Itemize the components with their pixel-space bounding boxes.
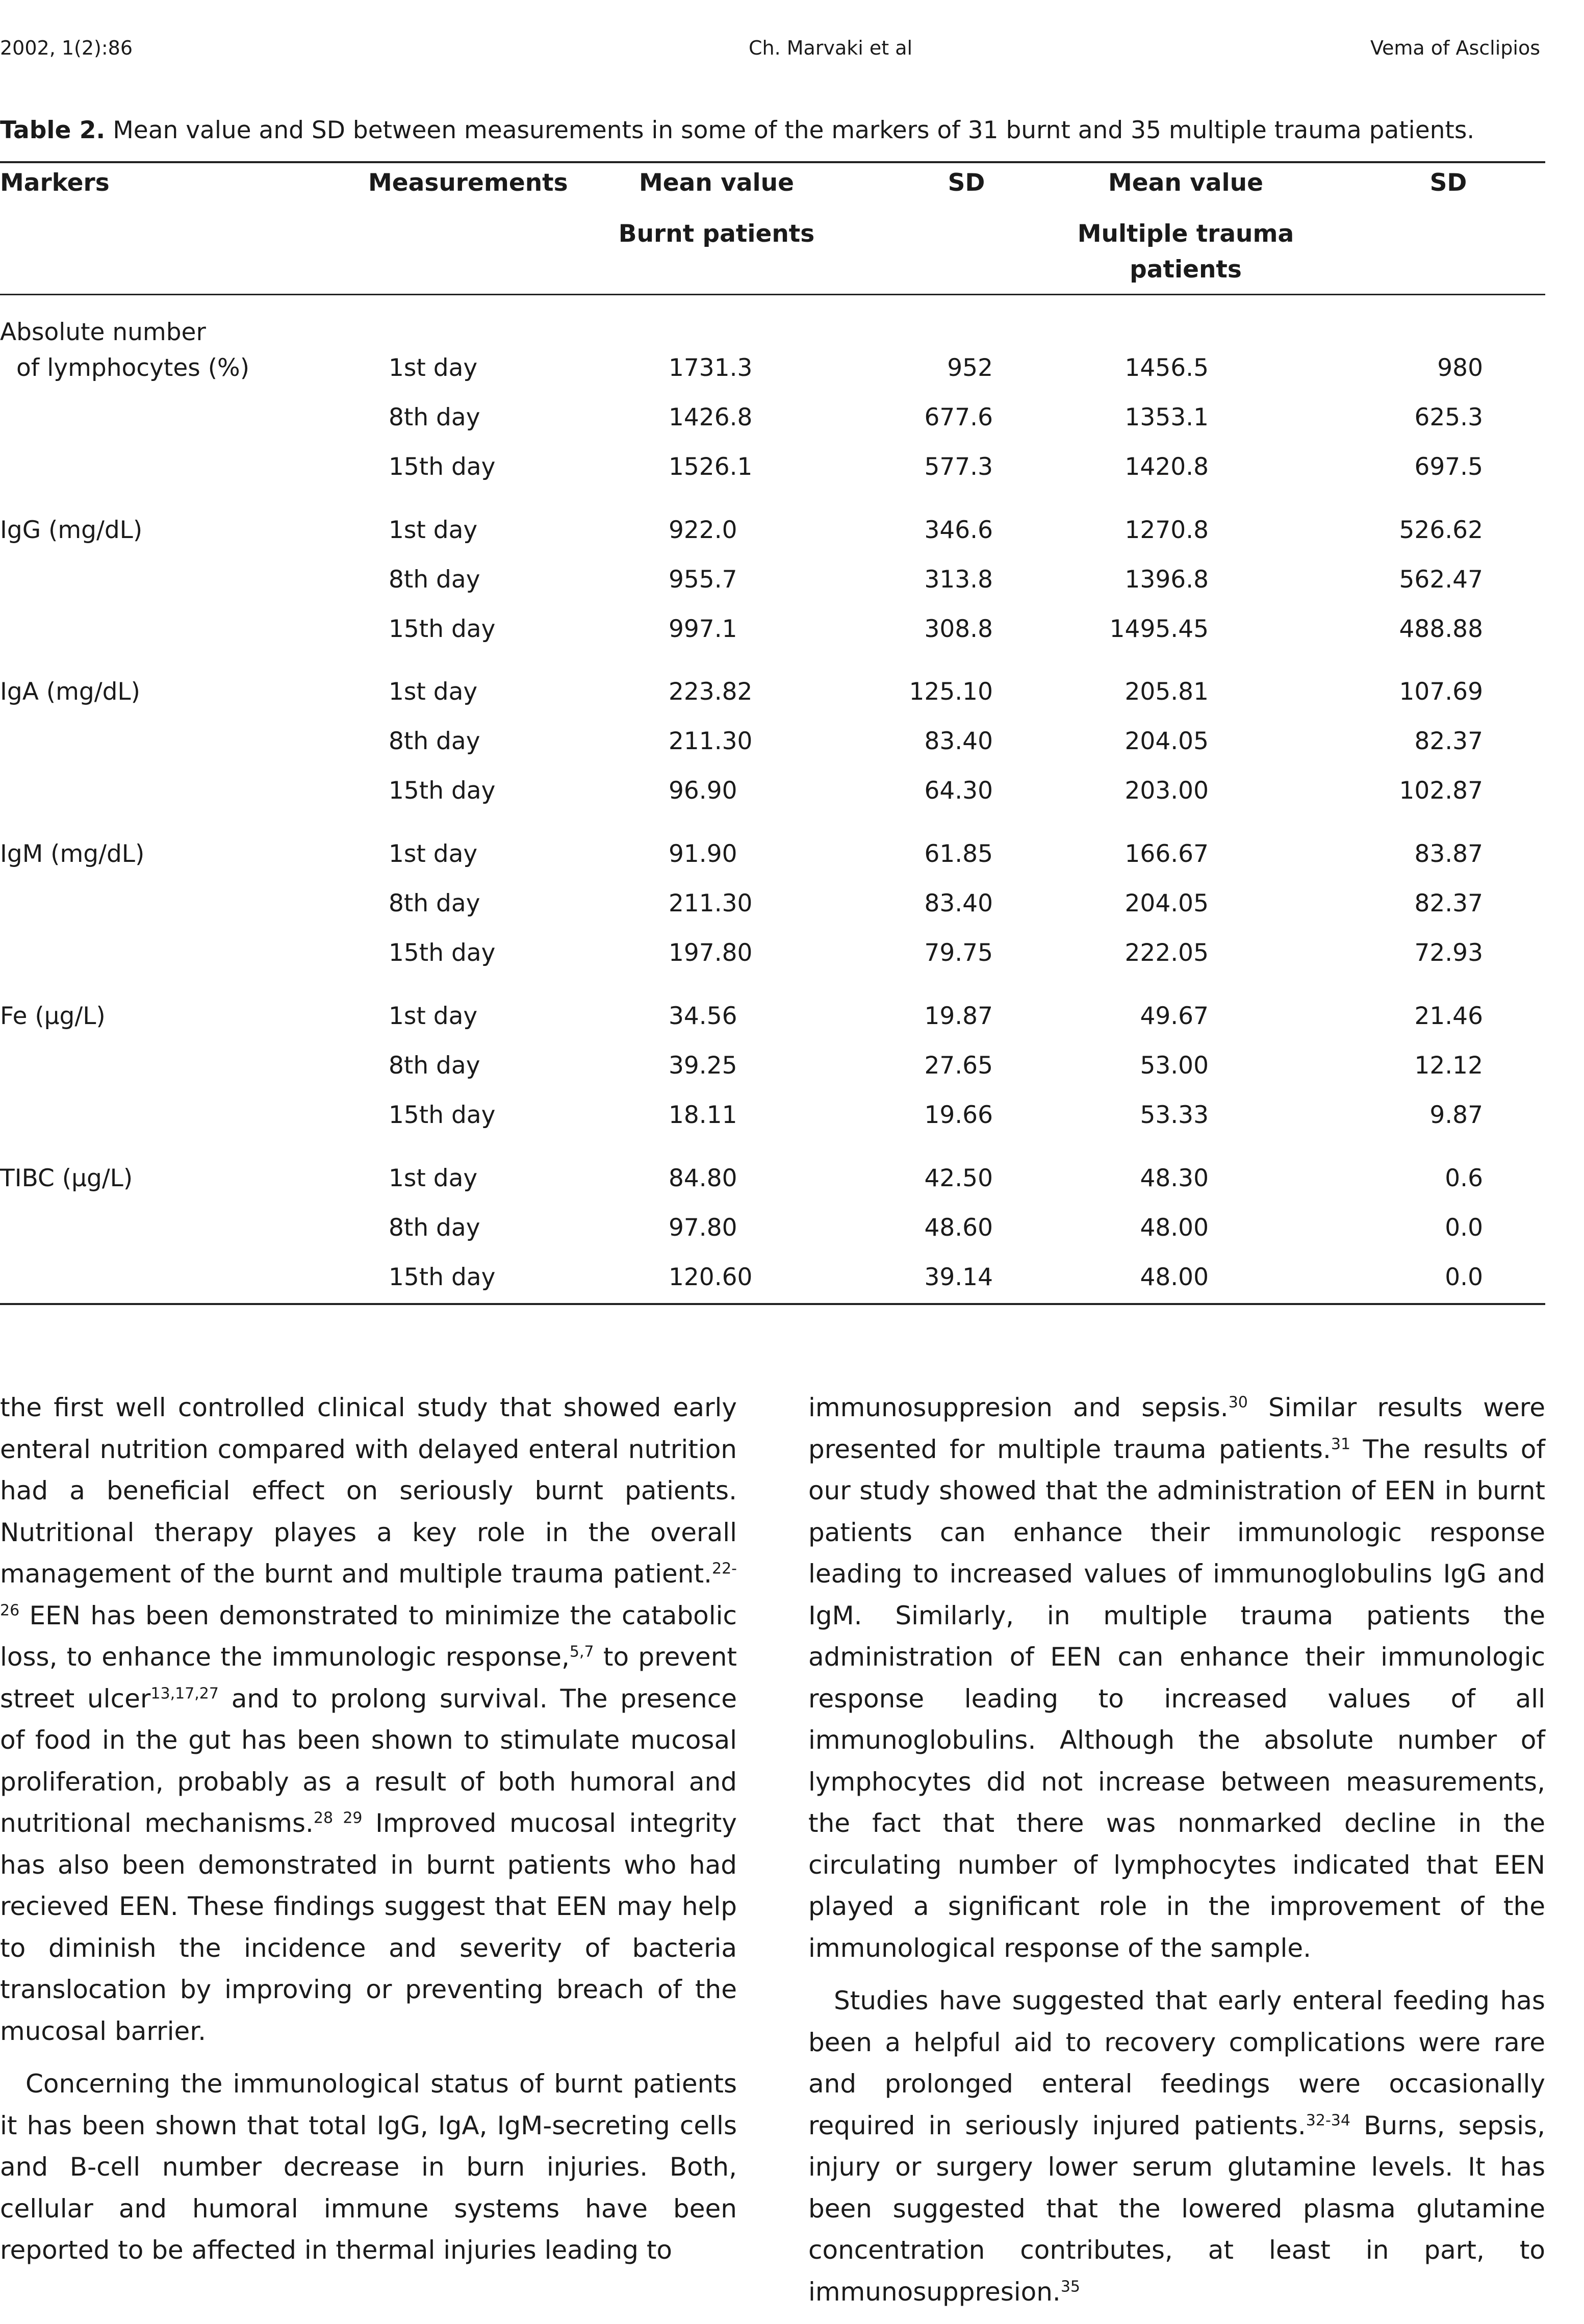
cell-measurement: 1st day <box>389 1002 478 1030</box>
cell-sd-trauma: 12.12 <box>1414 1052 1483 1080</box>
authors-header: Ch. Marvaki et al <box>749 37 913 59</box>
cell-sd-burnt: 79.75 <box>924 939 993 967</box>
cell-mean-trauma: 204.05 <box>1125 727 1209 755</box>
cell-mean-burnt: 1426.8 <box>669 403 753 431</box>
text-run: and to prolong survival. The presence of food in the gut has been shown to stimulate mucosal proliferation, probably as a result of both humoral and nutritional mechanisms. <box>0 1683 737 1838</box>
cell-mean-trauma: 1396.8 <box>1125 566 1209 594</box>
cell-measurement: 15th day <box>389 453 496 481</box>
cell-mean-burnt: 922.0 <box>669 516 737 544</box>
cell-measurement: 1st day <box>389 840 478 868</box>
cell-sd-burnt: 952 <box>947 354 993 382</box>
header-group-burnt: Burnt patients <box>618 220 815 248</box>
marker-label: IgM (mg/dL) <box>0 840 145 868</box>
citation-superscript: 22-26 <box>0 1560 737 1619</box>
cell-sd-burnt: 308.8 <box>924 615 993 643</box>
cell-sd-trauma: 697.5 <box>1414 453 1483 481</box>
cell-mean-trauma: 1456.5 <box>1125 354 1209 382</box>
header-sd-trauma: SD <box>1429 169 1467 197</box>
cell-mean-burnt: 120.60 <box>669 1263 753 1291</box>
cell-mean-burnt: 97.80 <box>669 1214 737 1242</box>
marker-label: Fe (μg/L) <box>0 1002 106 1030</box>
cell-sd-burnt: 61.85 <box>924 840 993 868</box>
text-run: Concerning the immunological status of burnt patients it has been shown that total IgG, IgA, IgM-secreting cells and B-cell number decrease in burn injuries. Both, cellular and humoral immune systems have been reported to be affected in thermal injuries leading to <box>0 2069 737 2265</box>
cell-mean-burnt: 18.11 <box>669 1101 737 1129</box>
cell-sd-trauma: 83.87 <box>1414 840 1483 868</box>
cell-mean-trauma: 1420.8 <box>1125 453 1209 481</box>
cell-mean-trauma: 1270.8 <box>1125 516 1209 544</box>
header-measurements: Measurements <box>368 169 568 197</box>
cell-mean-burnt: 34.56 <box>669 1002 737 1030</box>
body-column-left <box>0 1387 737 2283</box>
cell-measurement: 1st day <box>389 1164 478 1192</box>
paragraph <box>808 1387 1545 1969</box>
citation-superscript: 28 29 <box>313 1809 363 1827</box>
paragraph <box>808 1980 1545 2313</box>
cell-measurement: 15th day <box>389 939 496 967</box>
cell-sd-burnt: 19.66 <box>924 1101 993 1129</box>
marker-label: of lymphocytes (%) <box>16 354 250 382</box>
cell-measurement: 15th day <box>389 1263 496 1291</box>
table-bottom-rule <box>0 1303 1545 1305</box>
header-mean-burnt: Mean value <box>639 169 794 197</box>
cell-sd-trauma: 21.46 <box>1414 1002 1483 1030</box>
marker-label: Absolute number <box>0 318 206 346</box>
cell-sd-trauma: 0.0 <box>1445 1263 1483 1291</box>
table-caption-text: Mean value and SD between measurements in some of the markers of 31 burnt and 35 multiple trauma patients. <box>105 116 1475 144</box>
text-run: Studies have suggested that early enteral feeding has been a helpful aid to recovery complications were rare and prolonged enteral feedings were occasionally required in seriously injured patients. <box>808 1986 1545 2140</box>
cell-sd-burnt: 42.50 <box>924 1164 993 1192</box>
cell-mean-burnt: 997.1 <box>669 615 737 643</box>
cell-mean-trauma: 53.33 <box>1140 1101 1209 1129</box>
cell-mean-burnt: 1526.1 <box>669 453 753 481</box>
text-run: EEN has been demonstrated to minimize the catabolic loss, to enhance the immunologic response, <box>0 1600 737 1672</box>
cell-measurement: 8th day <box>389 566 480 594</box>
cell-sd-trauma: 9.87 <box>1429 1101 1483 1129</box>
cell-measurement: 15th day <box>389 777 496 805</box>
text-run: to prevent street ulcer <box>0 1642 737 1714</box>
cell-sd-burnt: 64.30 <box>924 777 993 805</box>
body-column-right <box>808 1387 1545 2324</box>
table-label: Table 2. <box>0 116 106 144</box>
cell-mean-trauma: 48.00 <box>1140 1263 1209 1291</box>
cell-mean-burnt: 197.80 <box>669 939 753 967</box>
cell-mean-burnt: 955.7 <box>669 566 737 594</box>
cell-mean-trauma: 48.00 <box>1140 1214 1209 1242</box>
paragraph <box>0 1387 737 2052</box>
cell-mean-trauma: 204.05 <box>1125 889 1209 917</box>
cell-measurement: 8th day <box>389 1214 480 1242</box>
cell-measurement: 15th day <box>389 615 496 643</box>
cell-mean-burnt: 91.90 <box>669 840 737 868</box>
text-run: The results of our study showed that the administration of EEN in burnt patients can enhance their immunologic response leading to increased values of immunoglobulins IgG and IgM. Similarly, in multiple trauma patients the administration of EEN can enhance their immunologic response leading to increased values of all immunoglobulins. Although the absolute number of lymphocytes did not increase between measurements, the fact that there was nonmarked decline in the circulating number of lymphocytes indicated that EEN played a significant role in the improvement of the immunological response of the sample. <box>808 1434 1546 1963</box>
citation-superscript: 35 <box>1060 2277 1081 2295</box>
text-run: Similar results were presented for multiple trauma patients. <box>808 1393 1545 1464</box>
cell-measurement: 1st day <box>389 678 478 706</box>
cell-measurement: 15th day <box>389 1101 496 1129</box>
cell-sd-trauma: 526.62 <box>1399 516 1483 544</box>
journal-citation: 2002, 1(2):86 <box>0 37 133 59</box>
header-sd-burnt: SD <box>948 169 985 197</box>
cell-mean-burnt: 1731.3 <box>669 354 753 382</box>
cell-sd-burnt: 39.14 <box>924 1263 993 1291</box>
cell-measurement: 8th day <box>389 403 480 431</box>
cell-sd-trauma: 488.88 <box>1399 615 1483 643</box>
citation-superscript: 5,7 <box>569 1643 594 1661</box>
text-run: immunosuppresion and sepsis. <box>808 1393 1229 1422</box>
header-group-trauma-line1: Multiple trauma <box>1077 220 1294 248</box>
cell-sd-burnt: 313.8 <box>924 566 993 594</box>
cell-sd-trauma: 102.87 <box>1399 777 1483 805</box>
text-run: the first well controlled clinical study that showed early enteral nutrition compared with delayed enteral nutrition had a beneficial effect on seriously burnt patients. Nutritional therapy playes a key role in the overall management of the burnt and multiple trauma patient. <box>0 1393 737 1589</box>
citation-superscript: 32-34 <box>1306 2111 1350 2129</box>
cell-sd-trauma: 107.69 <box>1399 678 1483 706</box>
paragraph <box>0 2063 737 2271</box>
cell-mean-burnt: 211.30 <box>669 727 753 755</box>
header-markers: Markers <box>0 169 110 197</box>
cell-sd-burnt: 48.60 <box>924 1214 993 1242</box>
cell-sd-burnt: 125.10 <box>909 678 993 706</box>
cell-sd-trauma: 980 <box>1437 354 1483 382</box>
cell-sd-trauma: 82.37 <box>1414 889 1483 917</box>
cell-sd-trauma: 72.93 <box>1414 939 1483 967</box>
cell-sd-trauma: 625.3 <box>1414 403 1483 431</box>
cell-mean-burnt: 211.30 <box>669 889 753 917</box>
marker-label: IgA (mg/dL) <box>0 678 140 706</box>
cell-mean-burnt: 223.82 <box>669 678 753 706</box>
cell-mean-trauma: 1353.1 <box>1125 403 1209 431</box>
text-run: Burns, sepsis, injury or surgery lower serum glutamine levels. It has been suggested that the lowered plasma glutamine concentration contributes, at least in part, to immunosuppresion. <box>808 2110 1545 2307</box>
journal-name: Vema of Asclipios <box>1370 37 1540 59</box>
header-group-trauma-line2: patients <box>1130 256 1242 284</box>
cell-measurement: 1st day <box>389 354 478 382</box>
cell-measurement: 8th day <box>389 889 480 917</box>
cell-sd-burnt: 577.3 <box>924 453 993 481</box>
cell-sd-burnt: 19.87 <box>924 1002 993 1030</box>
cell-mean-trauma: 1495.45 <box>1109 615 1209 643</box>
header-mean-trauma: Mean value <box>1108 169 1263 197</box>
cell-sd-burnt: 83.40 <box>924 889 993 917</box>
table-top-rule <box>0 161 1545 163</box>
cell-sd-burnt: 83.40 <box>924 727 993 755</box>
cell-measurement: 8th day <box>389 727 480 755</box>
cell-sd-burnt: 27.65 <box>924 1052 993 1080</box>
table-caption <box>0 116 1550 144</box>
running-head <box>0 37 1540 67</box>
cell-sd-trauma: 0.0 <box>1445 1214 1483 1242</box>
cell-sd-trauma: 82.37 <box>1414 727 1483 755</box>
cell-mean-burnt: 39.25 <box>669 1052 737 1080</box>
cell-sd-trauma: 0.6 <box>1445 1164 1483 1192</box>
cell-mean-trauma: 49.67 <box>1140 1002 1209 1030</box>
text-run: Improved mucosal integrity has also been demonstrated in burnt patients who had recieved EEN. These findings suggest that EEN may help to diminish the incidence and severity of bacteria translocation by improving or preventing breach of the mucosal barrier. <box>0 1808 737 2046</box>
citation-superscript: 31 <box>1331 1435 1351 1453</box>
cell-mean-burnt: 96.90 <box>669 777 737 805</box>
cell-mean-burnt: 84.80 <box>669 1164 737 1192</box>
cell-measurement: 1st day <box>389 516 478 544</box>
cell-mean-trauma: 53.00 <box>1140 1052 1209 1080</box>
cell-mean-trauma: 203.00 <box>1125 777 1209 805</box>
cell-mean-trauma: 205.81 <box>1125 678 1209 706</box>
cell-mean-trauma: 48.30 <box>1140 1164 1209 1192</box>
marker-label: TIBC (μg/L) <box>0 1164 133 1192</box>
citation-superscript: 30 <box>1228 1393 1248 1412</box>
citation-superscript: 13,17,27 <box>150 1684 219 1702</box>
cell-sd-trauma: 562.47 <box>1399 566 1483 594</box>
cell-sd-burnt: 346.6 <box>924 516 993 544</box>
cell-mean-trauma: 166.67 <box>1125 840 1209 868</box>
cell-measurement: 8th day <box>389 1052 480 1080</box>
cell-sd-burnt: 677.6 <box>924 403 993 431</box>
table-header-rule <box>0 294 1545 295</box>
marker-label: IgG (mg/dL) <box>0 516 143 544</box>
cell-mean-trauma: 222.05 <box>1125 939 1209 967</box>
